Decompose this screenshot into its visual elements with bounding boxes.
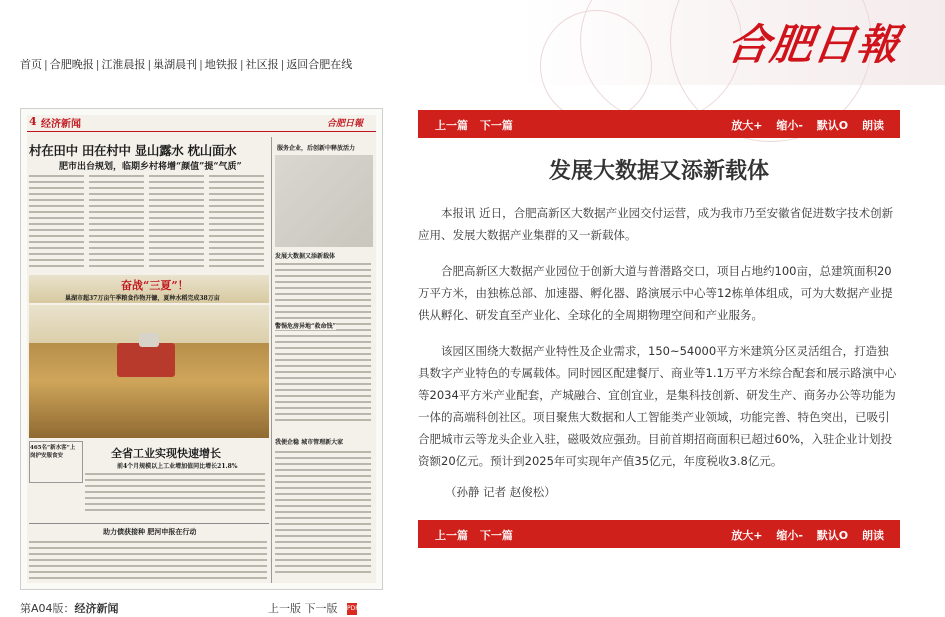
article-nav: [435, 117, 521, 133]
text-line: [29, 241, 84, 243]
text-line: [275, 463, 371, 465]
text-line: [29, 211, 84, 213]
paper-side-item-2[interactable]: 警惕危房异地“救命钱”: [275, 323, 336, 330]
text-line: [29, 553, 267, 555]
nav-home[interactable]: 首页: [20, 58, 42, 71]
text-line: [275, 377, 371, 379]
nav-separator: |: [239, 58, 244, 71]
paper-headline-main[interactable]: 村在田中 田在村中 显山露水 枕山面水: [29, 143, 237, 158]
paper-headline-industry[interactable]: 全省工业实现快速增长: [111, 447, 221, 460]
text-line: [85, 491, 265, 493]
text-line: [275, 269, 371, 271]
paper-banner-subhead: 巢湖市超37万亩午季粮食作物开镰，夏种水稻完成38万亩: [65, 295, 220, 302]
text-line: [275, 565, 371, 567]
text-line: [89, 193, 144, 195]
text-line: [275, 281, 371, 283]
top-navigation: [20, 56, 352, 72]
article-byline: （孙静 记者 赵俊松）: [445, 485, 556, 499]
page-number-label: 第A04版：: [20, 602, 75, 615]
previous-article-link[interactable]: 上一篇: [435, 119, 468, 132]
text-line: [149, 259, 204, 261]
text-line: [89, 199, 144, 201]
text-line: [275, 317, 371, 319]
paper-subhead-main: 肥市出台规划，临期乡村将增“颜值”提“气质”: [59, 162, 242, 172]
article-view-controls: [721, 117, 884, 133]
text-line: [149, 187, 204, 189]
text-line: [89, 241, 144, 243]
text-line: [275, 469, 371, 471]
article-paragraph: 合肥高新区大数据产业园位于创新大道与普潜路交口，项目占地约100亩，总建筑面积20万平方米，由独栋总部、加速器、孵化器、路演展示中心等12栋单体组成，可为大数据产业提供从孵化、研发直至产业化、全球化的全周期物理空间和产业服务。: [418, 264, 893, 322]
text-line: [275, 529, 371, 531]
nav-jianghuai-morning[interactable]: 江淮晨报: [101, 58, 146, 71]
text-line: [29, 181, 84, 183]
text-line: [275, 311, 371, 313]
paper-rule: [27, 131, 376, 132]
nav-separator: |: [280, 58, 285, 71]
text-line: [149, 211, 204, 213]
newspaper-page-thumbnail[interactable]: [20, 108, 383, 590]
text-line: [29, 187, 84, 189]
read-aloud-button[interactable]: 朗读: [862, 119, 884, 132]
text-line: [29, 235, 84, 237]
text-line: [275, 389, 371, 391]
paper-banner-headline[interactable]: 奋战“三夏”！: [121, 279, 189, 292]
article-view-controls: [721, 527, 884, 543]
text-line: [275, 475, 371, 477]
text-line: [29, 571, 267, 573]
text-line: [275, 305, 371, 307]
paper-photo-harvester: [117, 343, 175, 377]
text-line: [149, 253, 204, 255]
text-line: [275, 487, 371, 489]
text-line: [149, 205, 204, 207]
text-line: [89, 175, 144, 177]
text-line: [275, 499, 371, 501]
text-line: [149, 235, 204, 237]
paper-side-columns: [275, 261, 375, 431]
previous-article-link[interactable]: 上一篇: [435, 529, 468, 542]
text-line: [29, 577, 267, 579]
default-size-button[interactable]: 默认O: [816, 119, 849, 132]
nav-separator: |: [147, 58, 152, 71]
text-line: [275, 535, 371, 537]
zoom-out-button[interactable]: 缩小-: [776, 119, 803, 132]
text-line: [209, 211, 264, 213]
text-line: [275, 341, 371, 343]
newspaper-page: [27, 115, 376, 583]
text-line: [89, 259, 144, 261]
text-line: [85, 473, 265, 475]
text-line: [209, 223, 264, 225]
text-line: [85, 479, 265, 481]
decorative-circle: [540, 10, 652, 122]
text-line: [275, 553, 371, 555]
text-line: [275, 413, 371, 415]
text-line: [209, 265, 264, 267]
nav-back-hefei-online[interactable]: 返回合肥在线: [286, 58, 353, 71]
text-line: [29, 217, 84, 219]
text-line: [149, 223, 204, 225]
article-paragraph: 本报讯 近日，合肥高新区大数据产业园交付运营，成为我市乃至安徽省促进数字技术创新应用、发展大数据产业集群的又一新载体。: [418, 206, 894, 242]
nav-metro-paper[interactable]: 地铁报: [204, 58, 238, 71]
text-line: [275, 383, 371, 385]
text-line: [85, 509, 265, 511]
text-line: [29, 205, 84, 207]
text-line: [209, 253, 264, 255]
text-line: [209, 241, 264, 243]
nav-separator: |: [95, 58, 100, 71]
article-toolbar-bottom: [418, 520, 900, 548]
text-line: [275, 371, 371, 373]
text-line: [85, 503, 265, 505]
text-line: [29, 259, 84, 261]
text-line: [275, 419, 371, 421]
text-line: [89, 253, 144, 255]
paper-side-box-title[interactable]: 服务企业，后创新中释放活力: [277, 145, 356, 152]
text-line: [89, 187, 144, 189]
text-line: [275, 547, 371, 549]
text-line: [149, 193, 204, 195]
previous-page-link[interactable]: 上一版: [268, 602, 301, 615]
text-line: [209, 229, 264, 231]
article-nav: [435, 527, 521, 543]
nav-separator: |: [199, 58, 203, 71]
text-line: [29, 565, 267, 567]
paper-headline-bottom[interactable]: 助力债获接种 肥河申报在行动: [103, 527, 197, 536]
text-line: [275, 511, 371, 513]
text-line: [275, 571, 371, 573]
nav-community-paper[interactable]: 社区报: [245, 58, 279, 71]
paper-side-item-1[interactable]: 发展大数据又添新载体: [275, 253, 336, 260]
text-line: [89, 205, 144, 207]
page-navigation: [268, 600, 357, 616]
text-line: [29, 175, 84, 177]
article-body: [418, 202, 900, 486]
text-line: [275, 481, 371, 483]
text-line: [275, 395, 371, 397]
nav-hefei-evening[interactable]: 合肥晚报: [49, 58, 94, 71]
text-line: [275, 451, 371, 453]
text-line: [275, 365, 371, 367]
text-line: [275, 401, 371, 403]
text-line: [275, 347, 371, 349]
text-line: [275, 353, 371, 355]
paper-side-item-3[interactable]: 我便企稳 城市管理新大家: [275, 439, 344, 446]
zoom-out-button[interactable]: 缩小-: [776, 529, 803, 542]
next-page-link[interactable]: 下一版: [304, 602, 338, 615]
text-line: [29, 559, 267, 561]
text-line: [149, 229, 204, 231]
text-line: [275, 293, 371, 295]
text-line: [275, 523, 371, 525]
text-line: [209, 181, 264, 183]
text-line: [149, 175, 204, 177]
paper-rule: [29, 523, 269, 524]
text-line: [209, 259, 264, 261]
text-line: [209, 235, 264, 237]
text-line: [275, 517, 371, 519]
text-line: [29, 253, 84, 255]
page-section-name: 经济新闻: [74, 602, 119, 615]
text-line: [209, 199, 264, 201]
next-article-link[interactable]: 下一篇: [479, 529, 513, 542]
zoom-in-button[interactable]: 放大+: [731, 119, 763, 132]
paper-columns-top: [29, 173, 265, 273]
text-line: [275, 335, 371, 337]
text-line: [209, 193, 264, 195]
text-line: [209, 175, 264, 177]
text-line: [209, 205, 264, 207]
paper-side-photo: [275, 155, 373, 247]
text-line: [85, 497, 265, 499]
text-line: [275, 505, 371, 507]
paper-rule: [271, 137, 272, 583]
text-line: [149, 265, 204, 267]
text-line: [89, 211, 144, 213]
article-toolbar-top: [418, 110, 900, 138]
text-line: [29, 229, 84, 231]
text-line: [89, 181, 144, 183]
text-line: [89, 247, 144, 249]
nav-separator: |: [44, 58, 48, 71]
text-line: [275, 359, 371, 361]
text-line: [275, 299, 371, 301]
next-article-link[interactable]: 下一篇: [479, 119, 513, 132]
page-info: [20, 600, 119, 616]
text-line: [29, 547, 267, 549]
text-line: [85, 485, 265, 487]
text-line: [275, 559, 371, 561]
text-line: [29, 193, 84, 195]
article-title: 发展大数据又添新载体: [548, 159, 769, 184]
text-line: [89, 217, 144, 219]
paper-subhead-industry: 前4个月规模以上工业增加值同比增长21.8%: [117, 463, 238, 470]
text-line: [275, 287, 371, 289]
text-line: [209, 187, 264, 189]
text-line: [29, 199, 84, 201]
paper-side-columns-lower: [275, 449, 375, 581]
text-line: [29, 247, 84, 249]
text-line: [275, 407, 371, 409]
paper-section-label: 经济新闻: [41, 119, 81, 130]
text-line: [149, 247, 204, 249]
text-line: [89, 265, 144, 267]
paper-columns-footer: [29, 539, 269, 583]
text-line: [89, 235, 144, 237]
text-line: [275, 263, 371, 265]
text-line: [209, 247, 264, 249]
default-size-button[interactable]: 默认O: [816, 529, 849, 542]
text-line: [29, 265, 84, 267]
text-line: [275, 275, 371, 277]
paper-page-number: 4: [29, 115, 37, 128]
text-line: [89, 223, 144, 225]
text-line: [89, 229, 144, 231]
pdf-icon[interactable]: PDF: [347, 603, 357, 615]
paper-photo-harvester-cab: [139, 333, 159, 347]
hefei-daily-logo[interactable]: 合肥日報: [724, 20, 904, 69]
text-line: [209, 217, 264, 219]
text-line: [149, 217, 204, 219]
text-line: [149, 181, 204, 183]
text-line: [29, 223, 84, 225]
paper-left-box-title[interactable]: 465名“新水客”上岗护安服食安: [30, 445, 76, 459]
text-line: [149, 241, 204, 243]
paper-masthead: 合肥日報: [327, 119, 364, 129]
nav-chaohu-morning[interactable]: 巢湖晨刊: [153, 58, 198, 71]
paper-columns-bottom: [85, 471, 269, 521]
zoom-in-button[interactable]: 放大+: [731, 529, 763, 542]
text-line: [275, 493, 371, 495]
text-line: [275, 457, 371, 459]
text-line: [275, 541, 371, 543]
text-line: [29, 541, 267, 543]
read-aloud-button[interactable]: 朗读: [862, 529, 884, 542]
text-line: [149, 199, 204, 201]
article-paragraph: 该园区围绕大数据产业特性及企业需求，150~54000平方米建筑分区灵活组合，打造独具数字产业特色的专属载体。同时园区配建餐厅、商业等1.1万平方米综合配套和展示路演中心等2034平方米产业配套，产城融合、宜创宜业，是集科技创新、研发生产、商务办公等功能为一体的高端科创社区。项目聚焦大数据和人工智能类产业领域，功能完善、特色突出，已吸引合肥城市云等龙头企业入驻，磁吸效应强劲。目前首期招商面积已超过60%，入驻企业计划投资额20亿元。预计到2025年可实现年产值35亿元，年度税收3.8亿元。: [418, 344, 897, 468]
